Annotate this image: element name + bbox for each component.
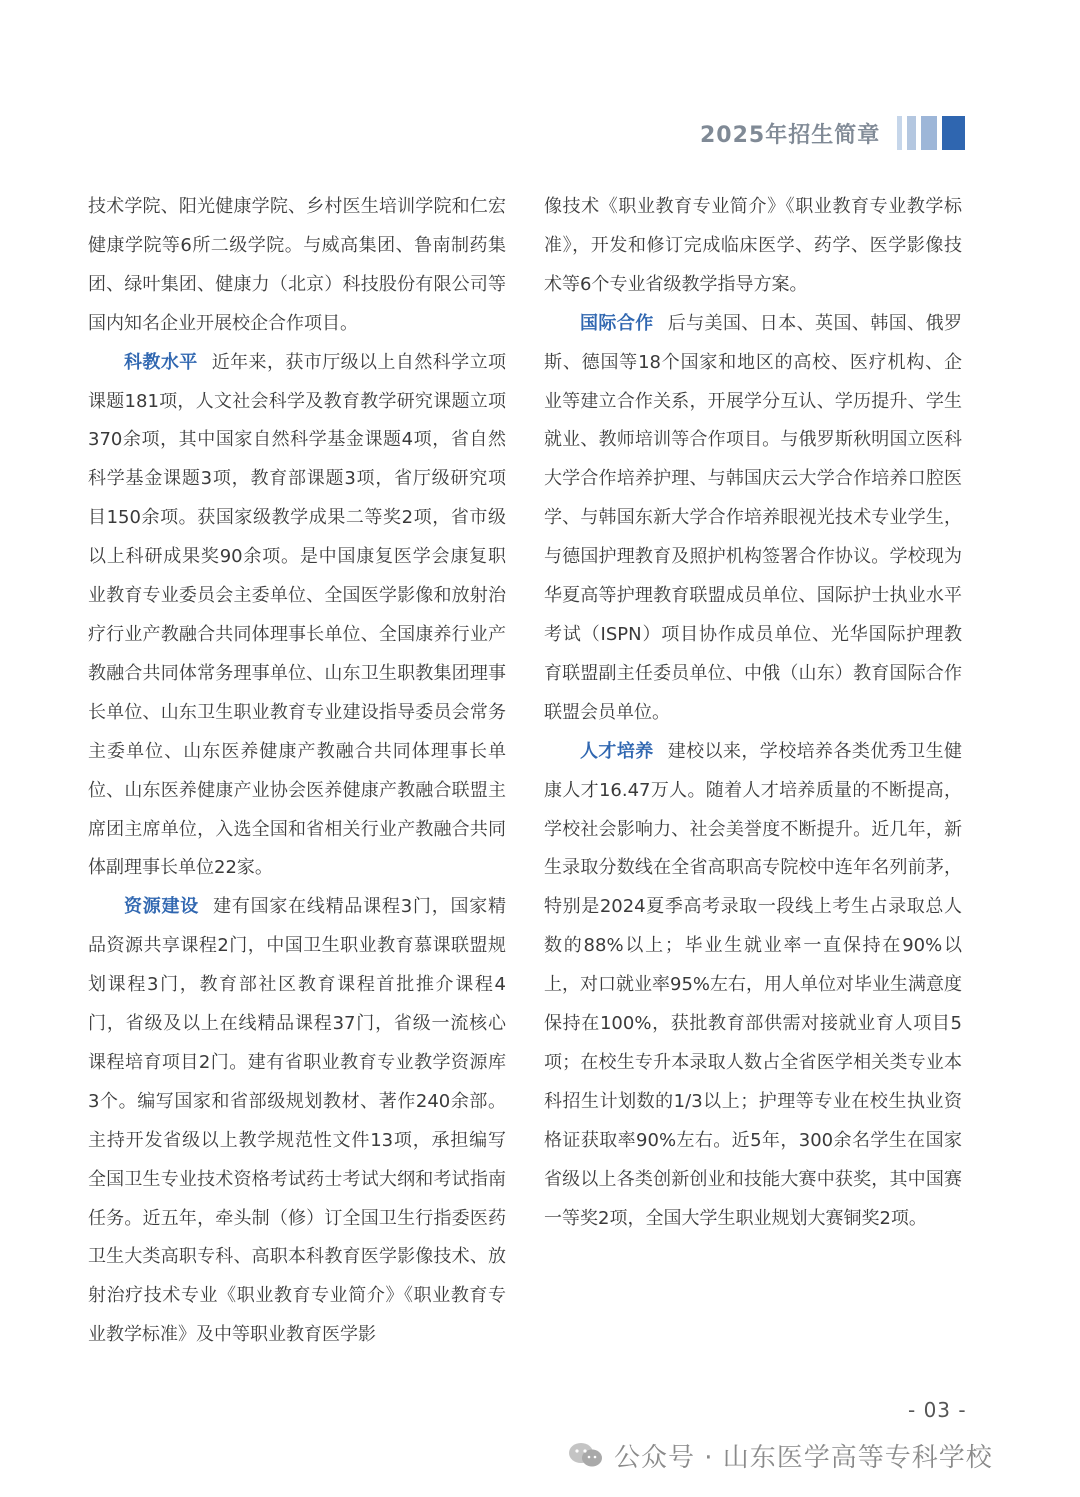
header-bar: [942, 116, 965, 150]
talent-section: [544, 733, 962, 1239]
resources-body: 建有国家在线精品课程3门，国家精品资源共享课程2门，中国卫生职业教育慕课联盟规划课程3门，教育部社区教育课程首批推介课程4门，省级及以上在线精品课程37门，省级一流核心课程培育项目2门。建有省职业教育专业教学资源库3个。编写国家和省部级规划教材、著作240余部。主持开发省级以上教学规范性文件13项，承担编写全国卫生专业技术资格考试药士考试大纲和考试指南任务。近五年，牵头制（修）订全国卫生行指委医药卫生大类高职专科、高职本科教育医学影像技术、放射治疗技术专业《职业教育专业简介》《职业教育专业教学标准》及中等职业教育医学影: [88, 896, 506, 1346]
resources-section: [88, 888, 506, 1355]
wechat-icon: [566, 1440, 606, 1470]
left-column: [88, 188, 506, 1355]
international-body: 后与美国、日本、英国、韩国、俄罗斯、德国等18个国家和地区的高校、医疗机构、企业等建立合作关系，开展学分互认、学历提升、学生就业、教师培训等合作项目。与俄罗斯秋明国立医科大学合作培养护理、与韩国庆云大学合作培养口腔医学、与韩国东新大学合作培养眼视光技术专业学生，与德国护理教育及照护机构签署合作协议。学校现为华夏高等护理教育联盟成员单位、国际护士执业水平考试（ISPN）项目协作成员单位、光华国际护理教育联盟副主任委员单位、中俄（山东）教育国际合作联盟会员单位。: [544, 312, 963, 723]
right-intro-paragraph: 像技术《职业教育专业简介》《职业教育专业教学标准》，开发和修订完成临床医学、药学、医学影像技术等6个专业省级教学指导方案。: [544, 196, 962, 295]
brochure-title: 2025年招生简章: [700, 122, 881, 148]
footer-watermark: [566, 1432, 993, 1478]
research-section: [88, 344, 506, 889]
page-header: [700, 116, 965, 150]
header-bar: [921, 116, 937, 150]
right-column: [544, 188, 962, 1238]
left-intro-paragraph: 技术学院、阳光健康学院、乡村医生培训学院和仁宏健康学院等6所二级学院。与威高集团、鲁南制药集团、绿叶集团、健康力（北京）科技股份有限公司等国内知名企业开展校企合作项目。: [88, 196, 506, 334]
page-number: - 03 -: [908, 1398, 967, 1422]
footer-text: 公众号 · 山东医学高等专科学校: [614, 1442, 993, 1473]
header-bar: [897, 116, 902, 150]
header-decoration-bars: [892, 116, 965, 150]
international-heading: 国际合作: [580, 312, 654, 334]
research-body: 近年来，获市厅级以上自然科学立项课题181项，人文社会科学及教育教学研究课题立项370余项，其中国家自然科学基金课题4项，省自然科学基金课题3项，教育部课题3项，省厅级研究项目150余项。获国家级教学成果二等奖2项，省市级以上科研成果奖90余项。是中国康复医学会康复职业教育专业委员会主委单位、全国医学影像和放射治疗行业产教融合共同体理事长单位、全国康养行业产教融合共同体常务理事单位、山东卫生职教集团理事长单位、山东卫生职业教育专业建设指导委员会常务主委单位、山东医养健康产教融合共同体理事长单位、山东医养健康产业协会医养健康产教融合联盟主席团主席单位，入选全国和省相关行业产教融合共同体副理事长单位22家。: [88, 351, 507, 879]
international-section: [544, 305, 962, 733]
header-bar: [907, 116, 916, 150]
talent-body: 建校以来，学校培养各类优秀卫生健康人才16.47万人。随着人才培养质量的不断提高，学校社会影响力、社会美誉度不断提升。近几年，新生录取分数线在全省高职高专院校中连年名列前茅，特别是2024夏季高考录取一段线上考生占录取总人数的88%以上；毕业生就业率一直保持在90%以上，对口就业率95%左右，用人单位对毕业生满意度保持在100%，获批教育部供需对接就业育人项目5项；在校生专升本录取人数占全省医学相关类专业本科招生计划数的1/3以上；护理等专业在校生执业资格证获取率90%左右。近5年，300余名学生在国家省级以上各类创新创业和技能大赛中获奖，其中国赛一等奖2项，全国大学生职业规划大赛铜奖2项。: [544, 740, 963, 1229]
resources-heading: 资源建设: [124, 896, 200, 918]
talent-heading: 人才培养: [580, 740, 654, 762]
research-heading: 科教水平: [124, 351, 198, 373]
